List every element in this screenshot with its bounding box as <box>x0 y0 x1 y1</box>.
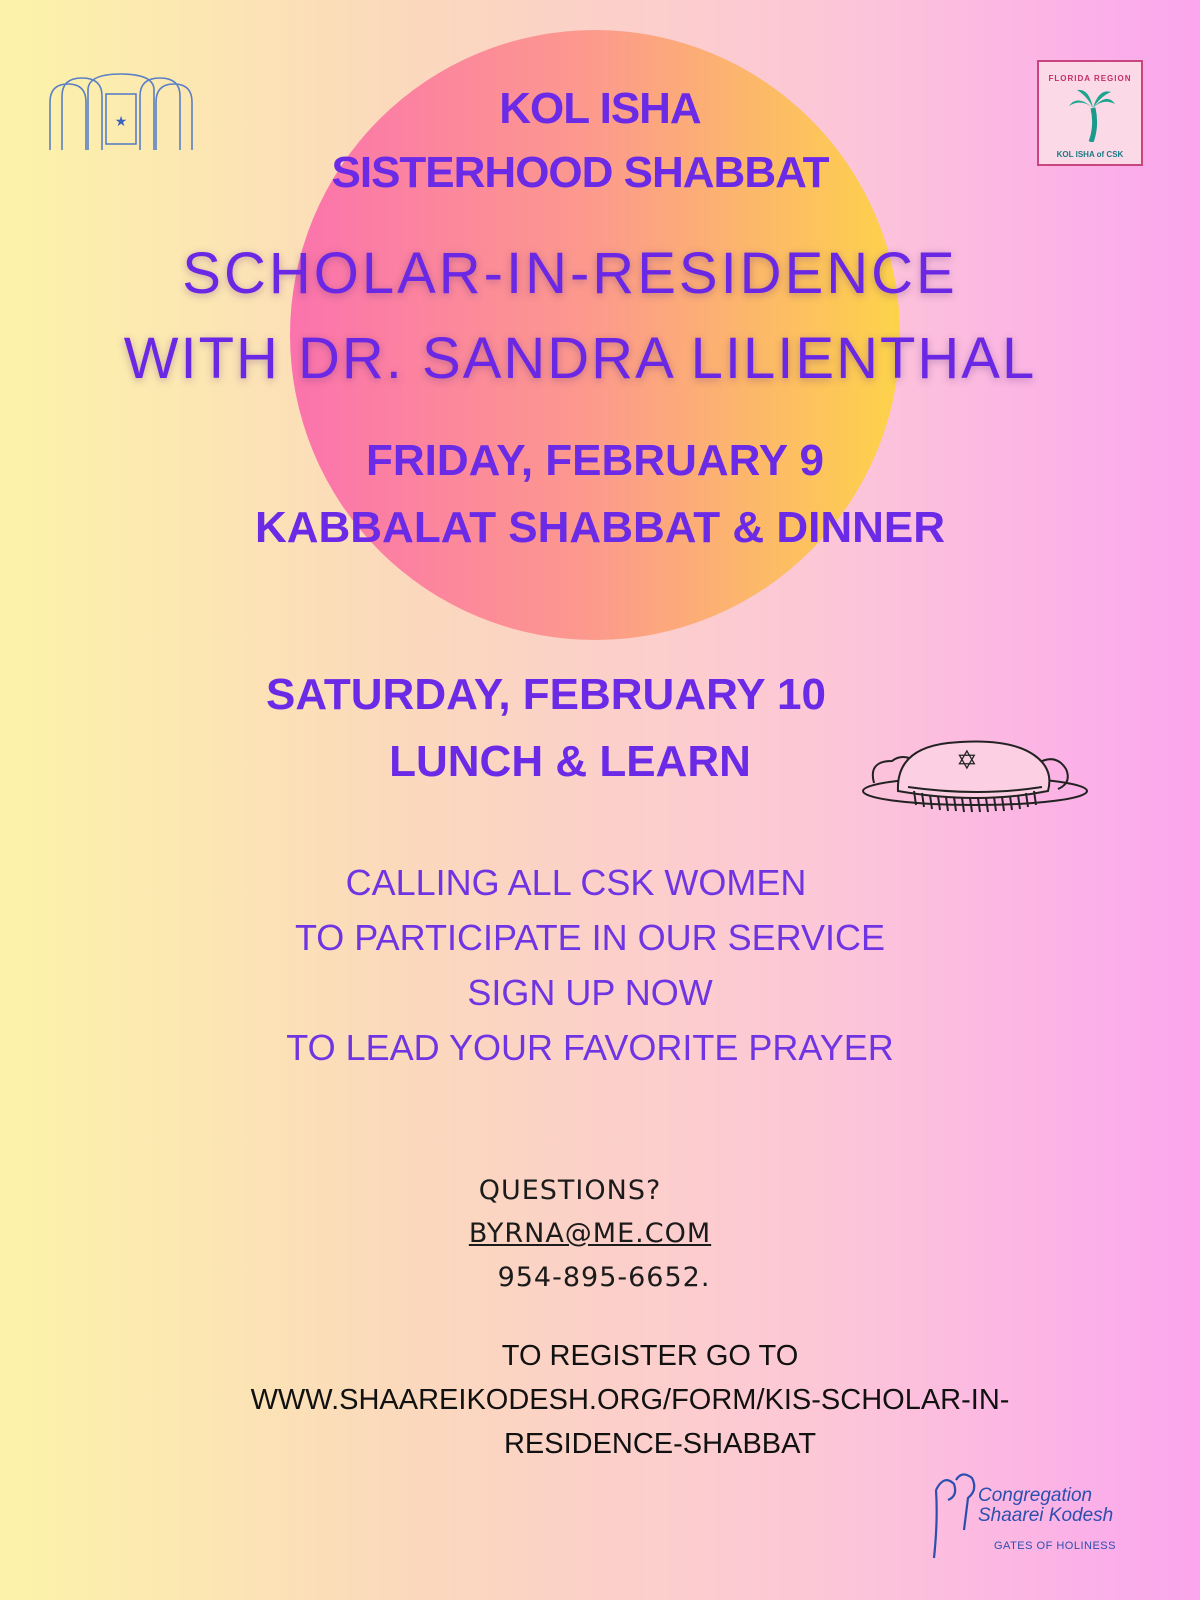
contact-email-link[interactable]: BYRNA@ME.COM <box>468 1218 712 1249</box>
svg-text:★: ★ <box>114 113 128 129</box>
call-line-1: CALLING ALL CSK WOMEN <box>345 862 807 903</box>
saturday-date: SATURDAY, FEBRUARY 10 <box>266 670 826 719</box>
saturday-event: LUNCH & LEARN <box>389 737 751 786</box>
friday-event: KABBALAT SHABBAT & DINNER <box>254 503 946 552</box>
register-url-line-2[interactable]: RESIDENCE-SHABBAT <box>503 1428 817 1460</box>
congregation-logo <box>928 1468 1168 1564</box>
congregation-name <box>978 1486 1113 1526</box>
call-line-2: TO PARTICIPATE IN OUR SERVICE <box>294 917 886 958</box>
register-label: TO REGISTER GO TO <box>501 1340 799 1372</box>
title-sisterhood-shabbat: SISTERHOOD SHABBAT <box>331 148 829 197</box>
star-of-david-icon: ✡ <box>956 745 978 775</box>
challah-icon <box>858 735 1092 830</box>
questions-label: QUESTIONS? <box>478 1175 662 1206</box>
congregation-name-line-1: Congregation <box>978 1485 1093 1506</box>
call-line-4: TO LEAD YOUR FAVORITE PRAYER <box>286 1027 894 1068</box>
badge-name-text: KOL ISHA of CSK <box>1056 150 1124 159</box>
scholar-heading: SCHOLAR-IN-RESIDENCE <box>182 241 958 306</box>
congregation-tagline: GATES OF HOLINESS <box>994 1540 1116 1552</box>
contact-phone: 954-895-6652. <box>497 1262 711 1293</box>
congregation-name-line-2: Shaarei Kodesh <box>978 1505 1114 1526</box>
badge-region-text: FLORIDA REGION <box>1048 74 1132 83</box>
title-kol-isha: KOL ISHA <box>499 84 701 133</box>
friday-date: FRIDAY, FEBRUARY 9 <box>365 436 825 485</box>
scholar-name-heading: WITH DR. SANDRA LILIENTHAL <box>123 326 1037 391</box>
call-line-3: SIGN UP NOW <box>467 972 713 1013</box>
register-url-line-1[interactable]: WWW.SHAAREIKODESH.ORG/FORM/KIS-SCHOLAR-IN- <box>250 1384 1010 1416</box>
